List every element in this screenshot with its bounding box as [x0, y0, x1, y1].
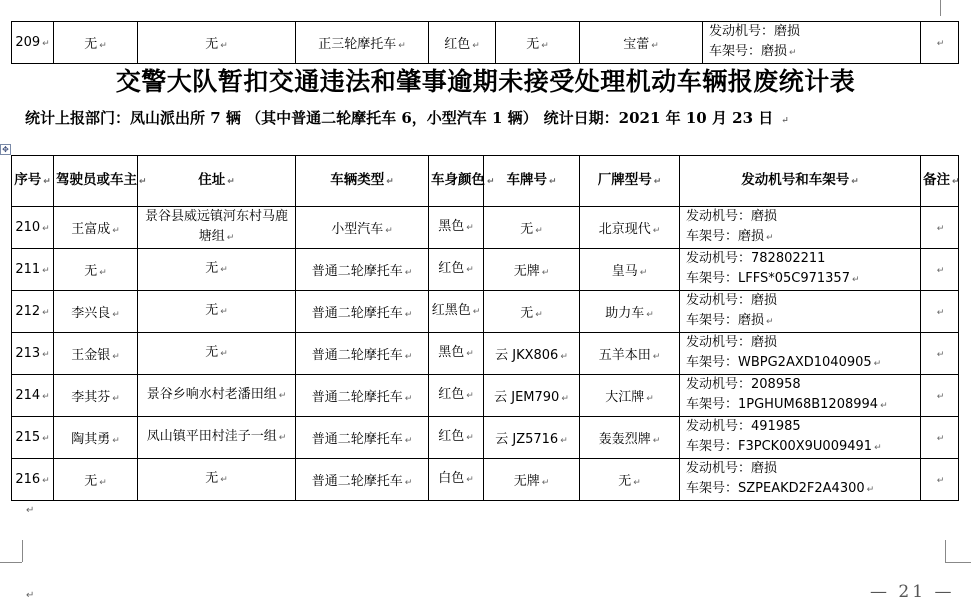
table-row [12, 417, 959, 459]
cell-engine [680, 333, 921, 375]
cell-address: 无 ↵ [138, 22, 296, 64]
cell-brand: 五羊本田 ↵ [580, 333, 680, 375]
cell-plate: 无 ↵ [484, 207, 580, 249]
cell-address: 景谷乡响水村老潘田组 ↵ [138, 375, 296, 417]
frame-number: 车架号：F3PCK00X9U009491 ↵ [686, 439, 882, 454]
frame-number: 车架号：磨损 ↵ [709, 44, 797, 59]
cell-engine [680, 207, 921, 249]
cell-type: 普通二轮摩托车 ↵ [296, 375, 429, 417]
cell-address: 无 ↵ [138, 291, 296, 333]
cell-color: 红色 ↵ [429, 249, 484, 291]
cell-engine [680, 375, 921, 417]
cell-address: 无 ↵ [138, 249, 296, 291]
header-driver: 驾驶员或车主 ↵ [54, 156, 138, 207]
vehicle-table [11, 155, 959, 501]
top-margin-mark [940, 0, 941, 16]
header-type: 车辆类型 ↵ [296, 156, 429, 207]
cell-driver: 王金银 ↵ [54, 333, 138, 375]
cell-brand: 北京现代 ↵ [580, 207, 680, 249]
cell-plate: 云 JEM790 ↵ [484, 375, 580, 417]
cell-seq: 212 ↵ [12, 291, 54, 333]
cell-type: 普通二轮摩托车 ↵ [296, 291, 429, 333]
table-header-row [12, 156, 959, 207]
cell-plate: 云 JZ5716 ↵ [484, 417, 580, 459]
cell-note: ↵ [921, 333, 959, 375]
engine-number: 发动机号：磨损 [686, 209, 778, 224]
engine-number: 发动机号：208958 [686, 377, 801, 392]
cell-note: ↵ [921, 459, 959, 501]
cell-engine [680, 459, 921, 501]
cell-type: 普通二轮摩托车 ↵ [296, 417, 429, 459]
cell-seq: 214 ↵ [12, 375, 54, 417]
cell-note: ↵ [921, 417, 959, 459]
cell-plate: 无 ↵ [496, 22, 580, 64]
cell-brand: 无 ↵ [580, 459, 680, 501]
table-row [12, 333, 959, 375]
frame-number: 车架号：LFFS*05C971357 ↵ [686, 271, 860, 286]
cell-address: 无 ↵ [138, 459, 296, 501]
cell-plate: 无牌 ↵ [484, 249, 580, 291]
page-title: 交警大队暂扣交通违法和肇事逾期未接受处理机动车辆报废统计表 [115, 67, 856, 96]
header-color: 车身颜色 ↵ [429, 156, 484, 207]
table-row [12, 207, 959, 249]
cell-engine [703, 22, 921, 64]
frame-number: 车架号：磨损 ↵ [686, 229, 774, 244]
cell-engine [680, 417, 921, 459]
cell-seq: 216 ↵ [12, 459, 54, 501]
header-engine: 发动机号和车架号 ↵ [680, 156, 921, 207]
cell-address: 凤山镇平田村洼子一组 ↵ [138, 417, 296, 459]
engine-number: 发动机号：782802211 [686, 251, 826, 266]
frame-number: 车架号：SZPEAKD2F2A4300 ↵ [686, 481, 875, 496]
cell-engine [680, 291, 921, 333]
bottom-right-margin-mark [945, 540, 946, 562]
engine-number: 发动机号：磨损 [686, 335, 778, 350]
frame-number: 车架号：1PGHUM68B1208994 ↵ [686, 397, 888, 412]
report-date: 统计日期：2021 年 10 月 23 日 [543, 109, 774, 127]
cell-brand: 皇马 ↵ [580, 249, 680, 291]
cell-color: 红色 ↵ [429, 417, 484, 459]
cell-color: 黑色 ↵ [429, 333, 484, 375]
cell-type: 普通二轮摩托车 ↵ [296, 333, 429, 375]
table-row [12, 291, 959, 333]
cell-type: 普通二轮摩托车 ↵ [296, 249, 429, 291]
header-plate: 车牌号 ↵ [484, 156, 580, 207]
page-number: — 21 — [870, 582, 955, 602]
cell-plate: 无牌 ↵ [484, 459, 580, 501]
bottom-right-margin-mark-h [945, 562, 971, 563]
cell-driver: 陶其勇 ↵ [54, 417, 138, 459]
cell-seq: 211 ↵ [12, 249, 54, 291]
frame-number: 车架号：磨损 ↵ [686, 313, 774, 328]
cell-address: 无 ↵ [138, 333, 296, 375]
header-seq: 序号 ↵ [12, 156, 54, 207]
header-note: 备注 ↵ [921, 156, 959, 207]
cell-brand: 大江牌 ↵ [580, 375, 680, 417]
cell-note: ↵ [921, 375, 959, 417]
table-row [12, 22, 959, 64]
cell-seq: 209 ↵ [12, 22, 54, 64]
previous-page-table [11, 21, 959, 64]
cell-note: ↵ [921, 207, 959, 249]
cell-color: 红色 ↵ [429, 22, 496, 64]
cell-driver: 李其芬 ↵ [54, 375, 138, 417]
paragraph-mark: ↵ [26, 505, 35, 516]
bottom-left-margin-mark-h [0, 562, 22, 563]
cell-seq: 213 ↵ [12, 333, 54, 375]
engine-number: 发动机号：磨损 [686, 293, 778, 308]
page-subtitle: 统计上报部门：凤山派出所 7 辆 （其中普通二轮摩托车 6，小型汽车 1 辆） 统计日期：2021 年 10 月 23 日 ↵ [25, 109, 789, 127]
report-department: 统计上报部门：凤山派出所 7 辆 （其中普通二轮摩托车 6，小型汽车 1 辆） [25, 109, 538, 127]
cell-brand: 宝蕾 ↵ [580, 22, 703, 64]
cell-address: 景谷县威远镇河东村马鹿塘组 ↵ [138, 207, 296, 249]
header-brand: 厂牌型号 ↵ [580, 156, 680, 207]
cell-driver: 李兴良 ↵ [54, 291, 138, 333]
cell-color: 红黑色 ↵ [429, 291, 484, 333]
cell-driver: 无 ↵ [54, 249, 138, 291]
cell-seq: 215 ↵ [12, 417, 54, 459]
paragraph-mark: ↵ [26, 590, 35, 601]
cell-color: 红色 ↵ [429, 375, 484, 417]
cell-note: ↵ [921, 249, 959, 291]
engine-number: 发动机号：磨损 [686, 461, 778, 476]
cell-driver: 无 ↵ [54, 459, 138, 501]
cell-driver: 王富成 ↵ [54, 207, 138, 249]
table-row [12, 459, 959, 501]
cell-color: 白色 ↵ [429, 459, 484, 501]
table-row [12, 375, 959, 417]
table-move-handle-icon[interactable]: ✥ [0, 144, 11, 155]
cell-driver: 无 ↵ [54, 22, 138, 64]
cell-plate: 云 JKX806 ↵ [484, 333, 580, 375]
cell-engine [680, 249, 921, 291]
cell-brand: 助力车 ↵ [580, 291, 680, 333]
cell-plate: 无 ↵ [484, 291, 580, 333]
cell-type: 正三轮摩托车 ↵ [296, 22, 429, 64]
cell-type: 小型汽车 ↵ [296, 207, 429, 249]
cell-seq: 210 ↵ [12, 207, 54, 249]
cell-brand: 轰轰烈牌 ↵ [580, 417, 680, 459]
bottom-left-margin-mark [22, 540, 23, 562]
table-row [12, 249, 959, 291]
cell-type: 普通二轮摩托车 ↵ [296, 459, 429, 501]
cell-note: ↵ [921, 291, 959, 333]
engine-number: 发动机号：491985 [686, 419, 801, 434]
cell-color: 黑色 ↵ [429, 207, 484, 249]
cell-note: ↵ [921, 22, 959, 64]
header-address: 住址 ↵ [138, 156, 296, 207]
frame-number: 车架号：WBPG2AXD1040905 ↵ [686, 355, 882, 370]
engine-number: 发动机号：磨损 [709, 24, 801, 39]
